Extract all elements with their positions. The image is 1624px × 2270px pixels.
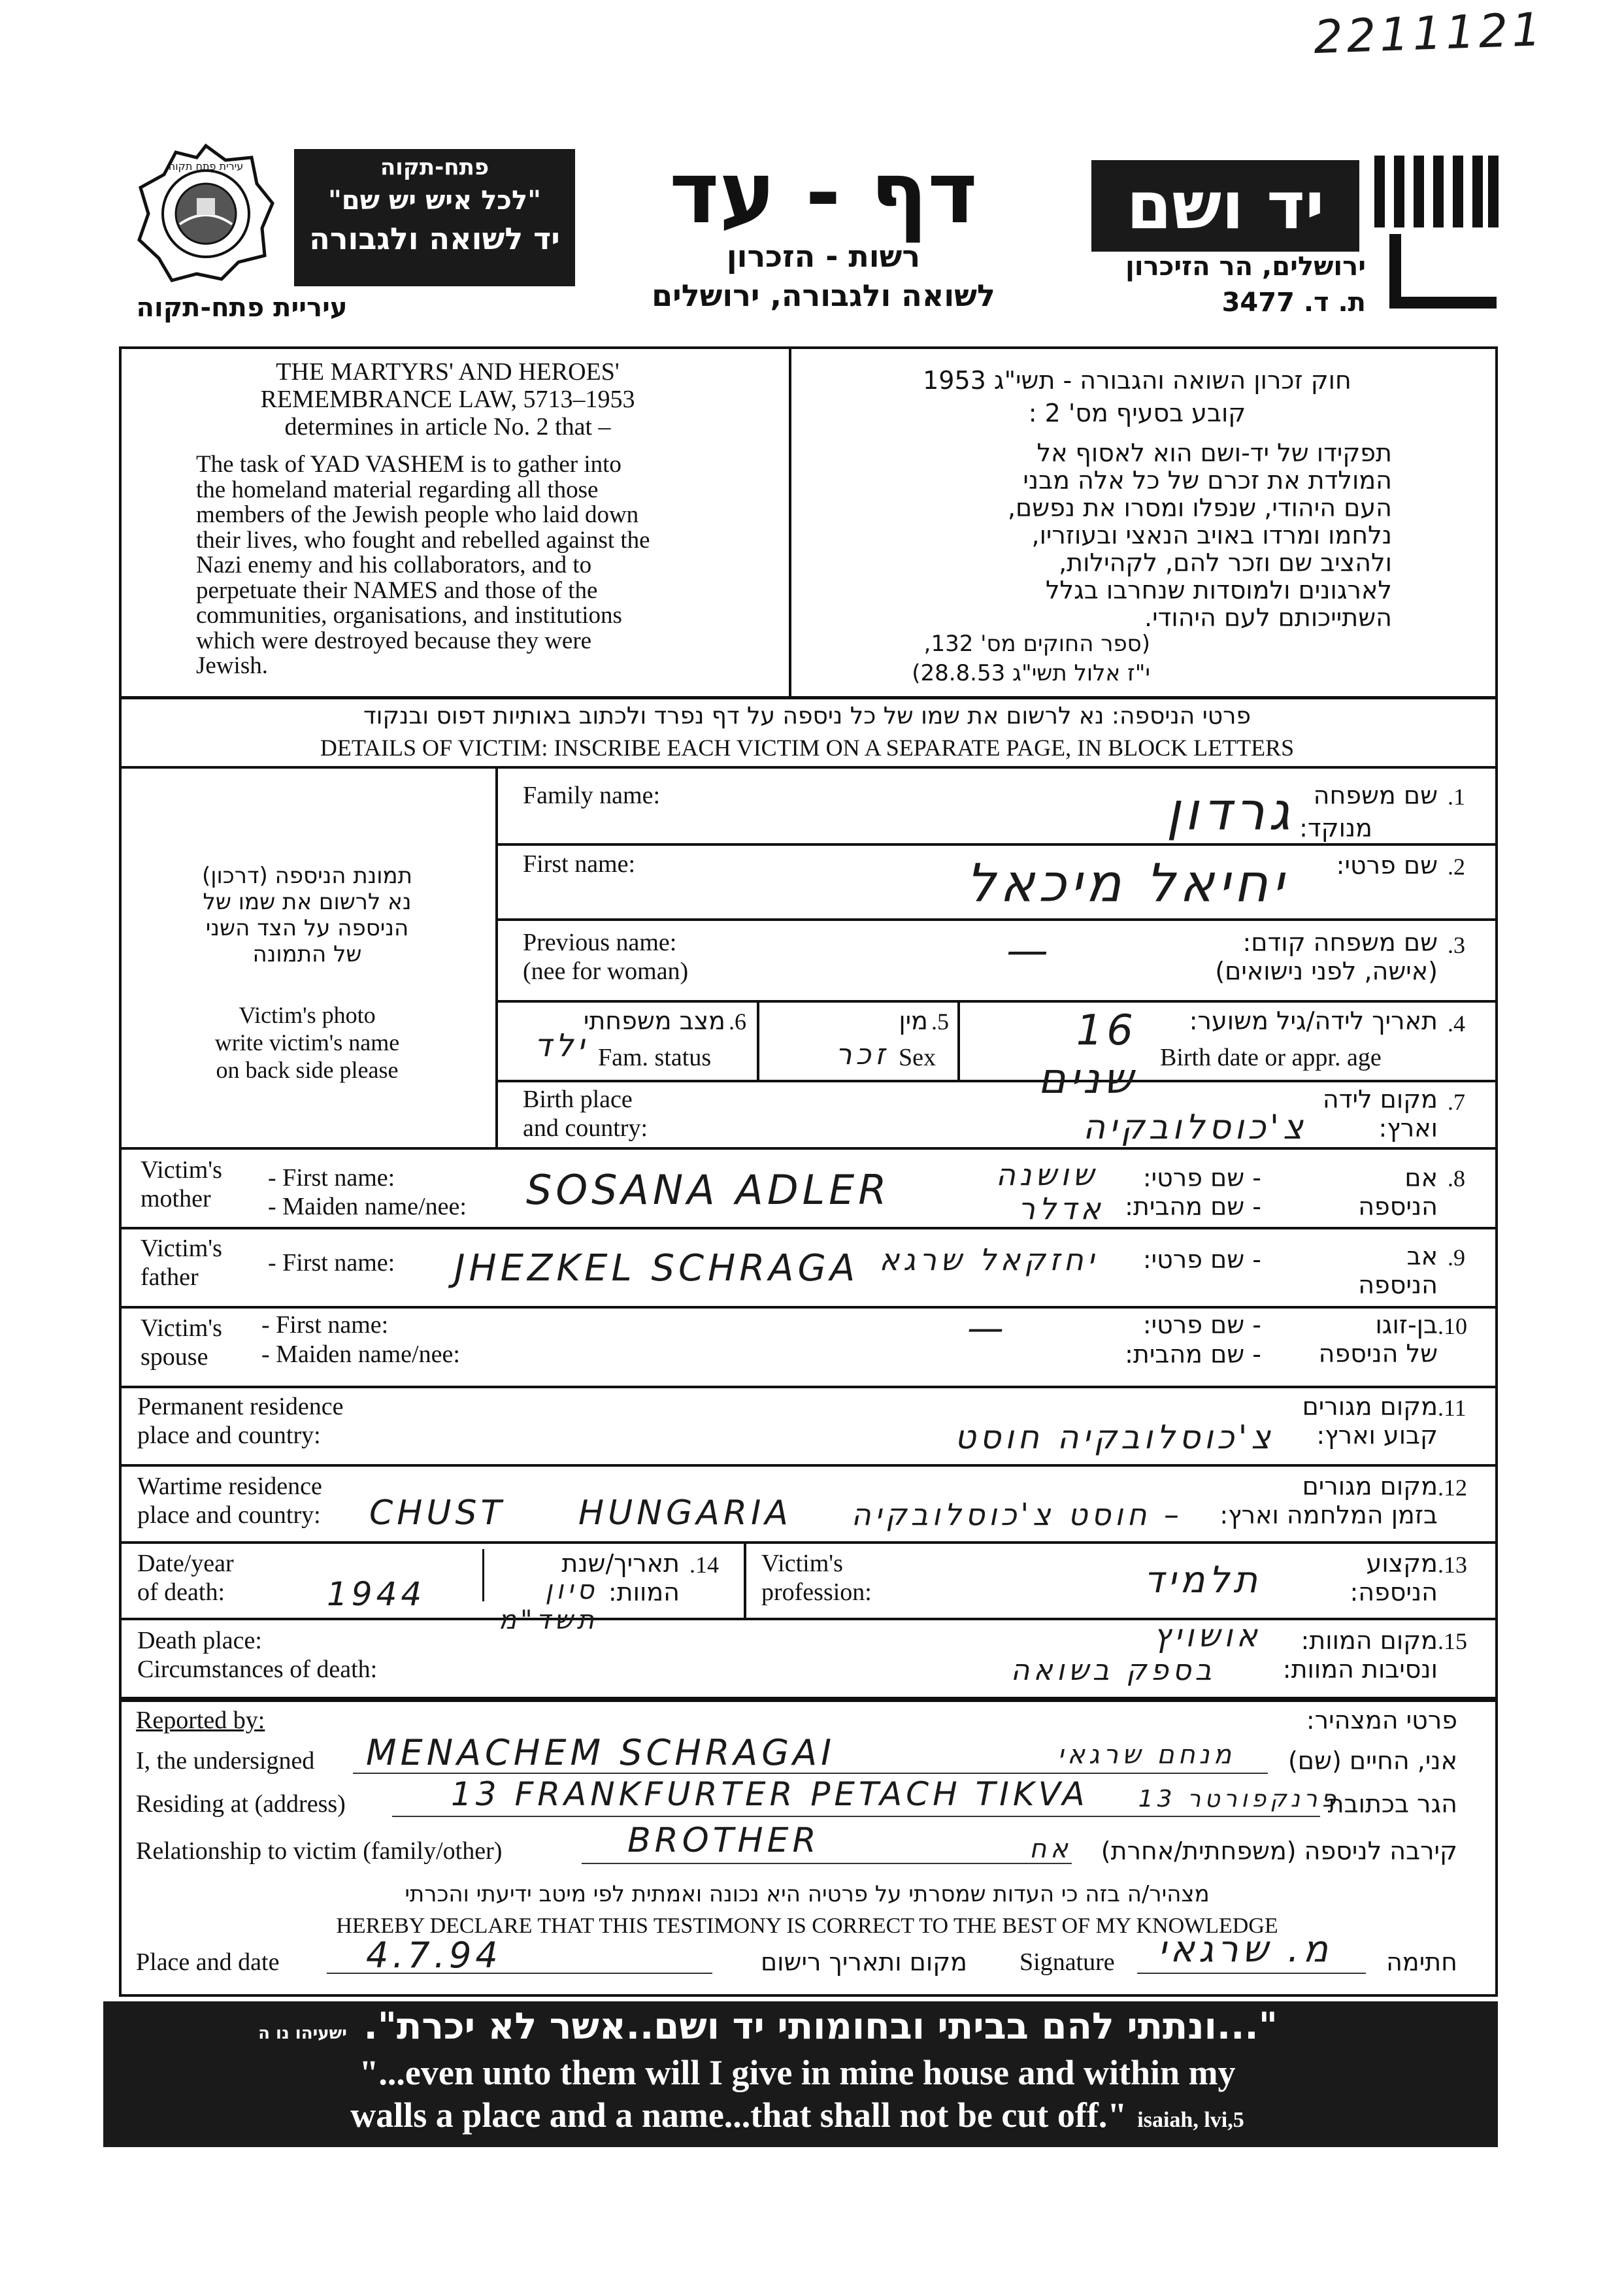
photo-he-line: תמונת הניספה (דרכון)	[201, 863, 412, 889]
field-number-15: .15	[1438, 1628, 1467, 1654]
relationship-label: Relationship to victim (family/other)	[136, 1837, 503, 1865]
residing-label: Residing at (address)	[136, 1790, 346, 1818]
birth-place-value: צ'כוסלובקיה	[1083, 1108, 1307, 1147]
death-place-label-he	[1216, 1626, 1438, 1684]
father-name-value: JHEZKEL SCHRAGA	[454, 1247, 859, 1290]
birth-place-label-2: and country:	[523, 1114, 648, 1142]
law-en-line: members of the Jewish people who laid down	[196, 501, 639, 528]
reporter-name-he-value: מנחם שרגאי	[1057, 1740, 1235, 1770]
law-en-title-2: REMEMBRANCE LAW, 5713–1953	[260, 386, 635, 413]
spouse-maiden-label: - Maiden name/nee:	[261, 1341, 460, 1368]
mother-label-he	[1287, 1163, 1438, 1221]
profession-label-1: Victim's	[761, 1550, 843, 1577]
law-en-line: communities, organisations, and institutions	[196, 602, 622, 629]
field-number-10: .10	[1438, 1313, 1467, 1339]
sex-value: זכר	[835, 1038, 889, 1071]
petah-tikva-seal	[134, 141, 278, 284]
field-number-2: .2	[1448, 854, 1465, 880]
reporter-address-he-value: פרנקפורטר 13	[1138, 1786, 1340, 1812]
spouse-first-label: - First name:	[261, 1311, 389, 1339]
fam-status-value: ילד	[534, 1027, 588, 1064]
law-he-title-1: חוק זכרון השואה והגבורה - תשי"ג 1953	[923, 366, 1351, 395]
law-en-line: The task of YAD VASHEM is to gather into	[196, 451, 621, 478]
spouse-label-he-2: של הניספה	[1318, 1339, 1438, 1368]
law-en-title-3: determines in article No. 2 that –	[284, 413, 611, 441]
footer-quote-he	[144, 2005, 1392, 2048]
wartime-residence-label-he-2: בזמן המלחמה וארץ:	[1219, 1501, 1438, 1529]
law-he-line: תפקידו של יד-ושם הוא לאסוף אל	[1036, 439, 1392, 467]
wartime-residence-he-value: – חוסט צ'כוסלובקיה	[851, 1497, 1183, 1532]
mother-label-1: Victim's	[141, 1156, 222, 1184]
spouse-label-he	[1268, 1310, 1438, 1368]
wartime-residence-label-he-1: מקום מגורים	[1302, 1472, 1438, 1501]
death-place-label-he-2: ונסיבות המוות:	[1282, 1655, 1438, 1684]
father-label	[141, 1234, 222, 1292]
undersigned-label: I, the undersigned	[136, 1747, 315, 1775]
relationship-value: BROTHER	[627, 1821, 820, 1860]
death-place-label-he-1: מקום המוות:	[1301, 1626, 1438, 1655]
father-label-1: Victim's	[141, 1235, 222, 1262]
petah-tikva-box-line1: פתח-תקוה	[380, 154, 489, 180]
seal-text: עירית פתח תקוה	[168, 160, 244, 173]
death-date-value: 1944	[327, 1575, 426, 1613]
subtitle-1: רשות - הזכרון	[726, 239, 921, 274]
field-number-14: .14	[689, 1552, 719, 1578]
previous-name-label-he-2: (אישה, לפני נישואים)	[1215, 957, 1438, 986]
sex-label-he: מין	[899, 1007, 928, 1035]
profession-label-he-1: מקצוע	[1366, 1549, 1438, 1578]
law-he-line: המולדת את זכרם של כל אלה מבני	[1023, 466, 1392, 495]
spouse-label-he-1: בן-זוגו	[1375, 1310, 1438, 1339]
previous-name-label-1: Previous name:	[523, 929, 677, 956]
footer-en-quote-2: walls a place and a name...that shall not be cut off."	[350, 2095, 1127, 2135]
field-number-8: .8	[1448, 1165, 1465, 1192]
mother-maiden-label-he: - שם מהבית:	[1125, 1192, 1261, 1221]
petah-tikva-box	[294, 149, 575, 286]
mother-maiden-label: - Maiden name/nee:	[268, 1193, 467, 1220]
law-en-line: Nazi enemy and his collaborators, and to	[196, 552, 592, 578]
field-number-13: .13	[1438, 1552, 1467, 1578]
law-en-line: their lives, who fought and rebelled against the	[196, 526, 650, 554]
wartime-residence-value-1: CHUST	[369, 1494, 506, 1533]
mother-first-label-he: - שם פרטי:	[1142, 1163, 1261, 1192]
fam-status-label: Fam. status	[598, 1044, 712, 1071]
field-number-6: .6	[729, 1009, 746, 1035]
law-he-title-2: קובע בסעיף מס' 2 :	[1028, 399, 1246, 427]
mother-first-he-value: שושנה	[995, 1157, 1098, 1192]
wartime-residence-label-2: place and country:	[137, 1501, 321, 1529]
law-en-body	[196, 452, 732, 679]
father-he-value: יחזקאל שרגא	[879, 1242, 1098, 1277]
birth-date-value: 16 שנים	[1038, 1007, 1137, 1103]
perm-residence-label	[137, 1392, 343, 1450]
field-number-4: .4	[1448, 1010, 1465, 1037]
law-he-line: לארגונים ולמוסדות שנחרבו בגלל	[1045, 576, 1392, 605]
previous-name-value: —	[1006, 927, 1052, 975]
perm-residence-label-2: place and country:	[137, 1422, 321, 1449]
subtitle-2: לשואה ולגבורה, ירושלים	[652, 278, 995, 313]
photo-en-line: on back side please	[216, 1057, 399, 1083]
death-circumstances-value: בספק בשואה	[1010, 1654, 1216, 1687]
wartime-residence-value-2: HUNGARIA	[578, 1494, 792, 1533]
death-date-label	[137, 1549, 234, 1607]
declare-he: מצהיר/ה בזה כי העדות שמסרתי על פרטיה היא נכונה ואמתית לפי מיטב ידיעתי והכרתי	[405, 1881, 1210, 1907]
law-en-line: perpetuate their NAMES and those of the	[196, 576, 598, 604]
mother-first-label: - First name:	[268, 1164, 395, 1192]
place-date-label-he: מקום ותאריך רישום	[760, 1948, 967, 1977]
law-en-line: which were destroyed because they were	[196, 627, 592, 654]
field-number-3: .3	[1448, 932, 1465, 958]
death-place-label	[137, 1626, 377, 1684]
sex-label: Sex	[899, 1044, 936, 1071]
place-date-value: 4.7.94	[366, 1935, 502, 1976]
wartime-residence-label-he	[1176, 1472, 1438, 1529]
archive-number: 2211121	[1312, 2, 1546, 65]
father-label-he-1: אב	[1406, 1242, 1438, 1271]
footer-he-quote: "...ונתתי להם בביתי ובחומותי יד ושם..אשר לא יכרת".	[363, 2005, 1278, 2048]
mother-label-he-1: אם	[1404, 1163, 1438, 1192]
law-he-line: נלחמו ומרדו באויב הנאצי ובעוזריו,	[1031, 521, 1392, 550]
victim-header-en: DETAILS OF VICTIM: INSCRIBE EACH VICTIM ON A SEPARATE PAGE, IN BLOCK LETTERS	[320, 735, 1295, 761]
photo-box-he	[124, 863, 490, 967]
father-label-he	[1287, 1242, 1438, 1299]
family-name-label-he-2: מנוקד:	[1299, 814, 1372, 843]
mother-label	[141, 1156, 222, 1213]
footer-en-ref: isaiah, lvi,5	[1137, 2108, 1244, 2132]
law-en-line: Jewish.	[196, 652, 268, 679]
mother-label-2: mother	[141, 1185, 211, 1212]
fam-status-label-he: מצב משפחתי	[583, 1007, 725, 1035]
undersigned-label-he: אני, החיים (שם)	[1287, 1746, 1457, 1775]
victim-header-he: פרטי הניספה: נא לרשום את שמו של כל ניספה על דף נפרד ולכתוב באותיות דפוס ובנקוד	[363, 703, 1251, 729]
birth-place-label	[523, 1085, 648, 1143]
family-name-label: Family name:	[523, 782, 661, 809]
father-first-label-he: - שם פרטי:	[1142, 1245, 1261, 1274]
perm-residence-label-he-2: קבוע וארץ:	[1316, 1421, 1438, 1450]
death-date-label-2: of death:	[137, 1578, 225, 1606]
photo-box-en	[124, 1001, 490, 1084]
profession-label-he-2: הניספה:	[1350, 1578, 1438, 1607]
signature-label-he: חתימה	[1386, 1948, 1457, 1977]
field-number-9: .9	[1448, 1244, 1465, 1271]
declare-en: HEREBY DECLARE THAT THIS TESTIMONY IS CORRECT TO THE BEST OF MY KNOWLEDGE	[336, 1914, 1278, 1938]
field-number-7: .7	[1448, 1089, 1465, 1115]
wartime-residence-label-1: Wartime residence	[137, 1473, 322, 1500]
law-he-ref-2: י"ז אלול תשי"ג 28.8.53)	[912, 660, 1150, 686]
menorah-icon	[1369, 149, 1500, 309]
photo-he-line: של התמונה	[252, 941, 362, 967]
law-en-title	[190, 358, 706, 441]
law-he-ref-1: (ספר החוקים מס' 132,	[923, 631, 1150, 657]
mother-label-he-2: הניספה	[1358, 1192, 1438, 1221]
photo-he-line: הניספה על הצד השני	[205, 915, 409, 941]
death-place-label-2: Circumstances of death:	[137, 1656, 378, 1683]
spouse-label-1: Victim's	[141, 1314, 222, 1342]
yad-vashem-logo: יד ושם	[1091, 160, 1359, 252]
field-number-12: .12	[1438, 1475, 1467, 1501]
yv-pobox: ת. ד. 3477	[1221, 288, 1366, 318]
law-he-line: השתייכותם לעם היהודי.	[1144, 603, 1392, 632]
mother-maiden-he-value: אדלר	[1018, 1191, 1104, 1226]
birth-place-label-he-2: וארץ:	[1378, 1114, 1438, 1143]
spouse-label	[141, 1314, 222, 1371]
field-number-5: .5	[931, 1009, 949, 1035]
profession-label-2: profession:	[761, 1578, 872, 1606]
death-date-label-he-2: המוות:	[608, 1578, 680, 1607]
signature-label: Signature	[1019, 1948, 1115, 1976]
relationship-label-he: קירבה לניספה (משפחתית/אחרת)	[1101, 1837, 1457, 1865]
field-number-1: .1	[1448, 784, 1465, 810]
photo-he-line: נא לרשום את שמו של	[203, 889, 412, 915]
death-date-label-1: Date/year	[137, 1550, 234, 1577]
mother-name-value: SOSANA ADLER	[526, 1166, 891, 1214]
death-place-label-1: Death place:	[137, 1627, 262, 1654]
petah-tikva-box-line3: יד לשואה ולגבורה	[309, 221, 560, 256]
perm-residence-label-he	[1242, 1392, 1438, 1450]
residing-label-he: הגר בכתובת	[1327, 1790, 1457, 1818]
profession-value: תלמיד	[1144, 1559, 1261, 1601]
spouse-value: —	[967, 1307, 1008, 1350]
first-name-value: יחיאל מיכאל	[966, 853, 1287, 914]
birth-place-label-he-1: מקום לידה	[1322, 1085, 1438, 1114]
spouse-first-label-he: - שם פרטי:	[1142, 1310, 1261, 1339]
law-he-line: העם היהודי, שנפלו ומסרו את נפשם,	[1007, 493, 1392, 522]
birth-date-label: Birth date or appr. age	[1160, 1044, 1382, 1071]
petah-tikva-caption: עיריית פתח-תקוה	[136, 293, 348, 323]
yv-address: ירושלים, הר הזיכרון	[1125, 252, 1366, 282]
reporter-title: Reported by:	[136, 1707, 265, 1734]
law-en-title-1: THE MARTYRS' AND HEROES'	[276, 358, 620, 386]
wartime-residence-label	[137, 1472, 322, 1529]
petah-tikva-box-line2: "לכל איש יש שם"	[327, 186, 542, 216]
photo-en-line: write victim's name	[214, 1029, 400, 1056]
law-he-line: ולהציב שם וזכר להם, לקהילות,	[1059, 548, 1392, 577]
field-number-11: .11	[1438, 1395, 1467, 1421]
profession-label-he	[1242, 1549, 1438, 1607]
previous-name-label-he	[1163, 928, 1438, 986]
page-title: דף - עד	[669, 143, 978, 242]
footer-he-ref: ישעיהו נו ה	[258, 2024, 347, 2043]
previous-name-label-he-1: שם משפחה קודם:	[1242, 928, 1438, 957]
place-date-label: Place and date	[136, 1948, 280, 1976]
spouse-label-2: spouse	[141, 1343, 208, 1371]
law-en-line: the homeland material regarding all those	[196, 476, 599, 503]
reporter-title-he: פרטי המצהיר:	[1306, 1706, 1457, 1735]
previous-name-label	[523, 928, 688, 986]
reporter-name-value: MENACHEM SCHRAGAI	[366, 1732, 835, 1773]
father-label-2: father	[141, 1263, 199, 1291]
death-date-label-he	[516, 1549, 680, 1607]
father-label-he-2: הניספה	[1358, 1271, 1438, 1299]
perm-residence-label-he-1: מקום מגורים	[1302, 1392, 1438, 1421]
first-name-label-he: שם פרטי:	[1336, 851, 1438, 880]
father-first-label: - First name:	[268, 1249, 395, 1277]
death-date-he-value: סיון תשד"מ	[498, 1575, 598, 1635]
family-name-value: גרדון	[1166, 781, 1294, 842]
signature-value: מ. שרגאי	[1158, 1928, 1332, 1971]
footer-quote-en-1: "...even unto them will I give in mine house and within my	[359, 2053, 1236, 2092]
photo-en-line: Victim's photo	[239, 1002, 376, 1028]
perm-residence-value: צ'כוסלובקיה חוסט	[954, 1418, 1274, 1456]
relationship-he-value: אח	[1029, 1834, 1072, 1864]
perm-residence-label-1: Permanent residence	[137, 1393, 344, 1420]
birth-date-label-he: תאריך לידה/גיל משוער:	[1189, 1007, 1438, 1035]
death-place-value: אושויץ	[1153, 1618, 1261, 1654]
birth-place-label-1: Birth place	[523, 1086, 633, 1113]
first-name-label: First name:	[523, 850, 636, 878]
death-date-label-he-1: תאריך/שנת	[561, 1549, 680, 1578]
law-he-body	[823, 439, 1392, 631]
profession-label	[761, 1549, 872, 1607]
previous-name-label-2: (nee for woman)	[523, 958, 689, 985]
spouse-maiden-label-he: - שם מהבית:	[1125, 1340, 1261, 1369]
family-name-label-he-1: שם משפחה	[1313, 781, 1438, 810]
footer-quote-en-2	[144, 2095, 1451, 2135]
reporter-address-value: 13 FRANKFURTER PETACH TIKVA	[451, 1775, 1089, 1813]
